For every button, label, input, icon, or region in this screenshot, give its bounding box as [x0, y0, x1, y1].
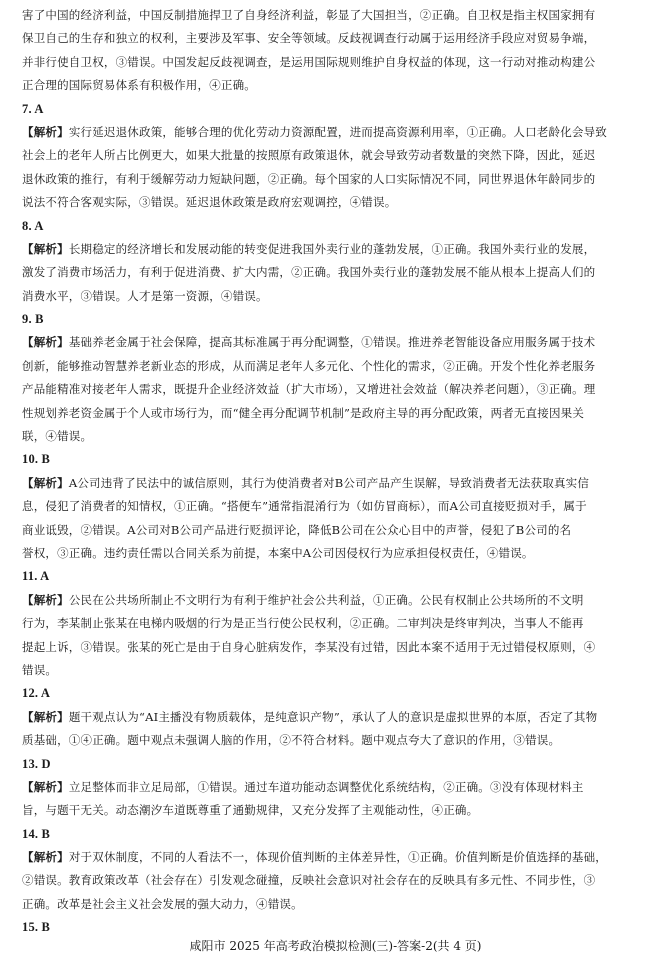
- analysis-tag: 【解析】: [22, 779, 69, 794]
- explanation-text: 息，侵犯了消费者的知情权，①正确。“搭便车”通常指混淆行为（如仿冒商标），而A公司直接贬损对手，属于: [22, 499, 587, 514]
- text-line: 并非行使自卫权，③错误。中国发起反歧视调查，是运用国际规则维护自身权益的体现，这一行动对推动构建公: [22, 54, 596, 69]
- explanation-text: 提起上诉，③错误。张某的死亡是由于自身心脏病发作，李某没有过错，因此本案不适用于无过错侵权原则，④: [22, 639, 596, 654]
- explanation-text: 退休政策的推行，有利于缓解劳动力短缺问题，②正确。每个国家的人口实际情况不同，同世界退休年龄同步的: [22, 171, 596, 186]
- answer-number: 7. A: [22, 101, 44, 116]
- explanation-text: 激发了消费市场活力，有利于促进消费、扩大内需，②正确。我国外卖行业的蓬勃发展不能从根本上提高人们的: [22, 265, 596, 280]
- explanation-text: 消费水平，③错误。人才是第一资源，④错误。: [22, 288, 268, 303]
- answer-number: 12. A: [22, 686, 51, 701]
- explanation-line: [22, 706, 649, 729]
- explanation-text: 质基础，①④正确。题中观点未强调人脑的作用，②不符合材料。题中观点夸大了意识的作用，③错误。: [22, 733, 561, 748]
- explanation-line: [22, 495, 649, 518]
- explanation-line: [22, 519, 649, 542]
- explanation-text: 商业诋毁，②错误。A公司对B公司产品进行贬损评论，降低B公司在公众心目中的声誉，侵犯了B公司的名: [22, 522, 572, 537]
- explanation-line: [22, 893, 649, 916]
- explanation-text: ②错误。教育政策改革（社会存在）引发观念碰撞，反映社会意识对社会存在的反映具有多元性、不同步性，③: [22, 873, 596, 888]
- explanation-text: 产品能精准对接老年人需求，既提升企业经济效益（扩大市场），又增进社会效益（解决养老问题），③正确。理: [22, 382, 596, 397]
- answer-number: 14. B: [22, 826, 51, 841]
- explanation-line: [22, 121, 649, 144]
- explanation-line: [22, 636, 649, 659]
- explanation-text: 社会上的老年人所占比例更大，如果大批量的按照原有政策退休，就会导致劳动者数量的突然下降，因此，延迟: [22, 148, 596, 163]
- answer-number: 9. B: [22, 312, 44, 327]
- explanation-line: [22, 168, 649, 191]
- explanation-line: [22, 238, 649, 261]
- analysis-tag: 【解析】: [22, 850, 69, 865]
- explanation-text: 立足整体而非立足局部，①错误。通过车道功能动态调整优化系统结构，②正确。③没有体现材料主: [68, 779, 584, 794]
- answer-item: [22, 753, 649, 823]
- answer-item: [22, 823, 649, 917]
- text-line: 保卫自己的生存和独立的权利，主要涉及军事、安全等领域。反歧视调查行动属于运用经济手段应对贸易争端，: [22, 31, 596, 46]
- explanation-text: 创新，能够推动智慧养老新业态的形成，从而满足老年人多元化、个性化的需求，②正确。开发个性化养老服务: [22, 358, 596, 373]
- text-line: 害了中国的经济利益，中国反制措施捍卫了自身经济利益，彰显了大国担当，②正确。自卫权是指主权国家拥有: [22, 8, 596, 22]
- answer-number: 15. B: [22, 920, 51, 935]
- analysis-tag: 【解析】: [22, 335, 69, 350]
- answer-number: 10. B: [22, 452, 51, 467]
- explanation-line: [22, 729, 649, 752]
- explanation-line: [22, 331, 649, 354]
- analysis-tag: 【解析】: [22, 592, 69, 607]
- explanation-line: [22, 846, 649, 869]
- answer-item: [22, 448, 649, 565]
- explanation-text: 基础养老金属于社会保障，提高其标准属于再分配调整，①错误。推进养老智能设备应用服务属于技术: [68, 335, 596, 350]
- explanation-line: [22, 355, 649, 378]
- answer-item: [22, 682, 649, 752]
- explanation-line: [22, 402, 649, 425]
- explanation-text: 行为，李某制止张某在电梯内吸烟的行为是正当行使公民权利，②正确。二审判决是终审判决，当事人不能再: [22, 616, 584, 631]
- answer-item: [22, 215, 649, 309]
- explanation-text: 错误。: [22, 662, 58, 677]
- explanation-text: 对于双休制度，不同的人看法不一，体现价值判断的主体差异性，①正确。价值判断是价值选择的基础，: [68, 850, 608, 865]
- explanation-text: 誉权，③正确。违约责任需以合同关系为前提，本案中A公司因侵权行为应承担侵权责任，④错误。: [22, 545, 534, 560]
- explanation-line: [22, 659, 649, 682]
- explanation-line: [22, 472, 649, 495]
- explanation-text: A公司违背了民法中的诚信原则，其行为使消费者对B公司产品产生误解，导致消费者无法获取真实信: [68, 475, 590, 490]
- explanation-line: [22, 869, 649, 892]
- explanation-text: 联，④错误。: [22, 429, 93, 444]
- explanation-text: 性规划养老资金属于个人或市场行为，而“健全再分配调节机制”是政府主导的再分配政策，两者无直接因果关: [22, 405, 585, 420]
- explanation-line: [22, 191, 649, 214]
- analysis-tag: 【解析】: [22, 241, 69, 256]
- page-footer: 咸阳市 2025 年高考政治模拟检测(三)-答案-2(共 4 页): [189, 939, 482, 953]
- answer-number: 13. D: [22, 756, 51, 771]
- answer-item: [22, 98, 649, 215]
- analysis-tag: 【解析】: [22, 475, 69, 490]
- explanation-text: 长期稳定的经济增长和发展动能的转变促进我国外卖行业的蓬勃发展，①正确。我国外卖行业的发展，: [68, 241, 596, 256]
- intro-paragraph: [22, 4, 649, 98]
- answer-number: 11. A: [22, 569, 50, 584]
- explanation-text: 公民在公共场所制止不文明行为有利于维护社会公共利益，①正确。公民有权制止公共场所的不文明: [68, 592, 584, 607]
- explanation-line: [22, 261, 649, 284]
- text-line: 正合理的国际贸易体系有积极作用，④正确。: [22, 78, 256, 93]
- explanation-line: [22, 285, 649, 308]
- explanation-text: 实行延迟退休政策，能够合理的优化劳动力资源配置，进而提高资源利用率，①正确。人口老龄化会导致: [68, 124, 608, 139]
- explanation-line: [22, 425, 649, 448]
- explanation-line: [22, 589, 649, 612]
- explanation-text: 正确。改革是社会主义社会发展的强大动力，④错误。: [22, 896, 303, 911]
- explanation-line: [22, 542, 649, 565]
- analysis-tag: 【解析】: [22, 124, 69, 139]
- explanation-line: [22, 144, 649, 167]
- explanation-line: [22, 378, 649, 401]
- explanation-text: 说法不符合客观实际，③错误。延迟退休政策是政府宏观调控，④错误。: [22, 195, 397, 210]
- explanation-text: 旨，与题干无关。动态潮汐车道既尊重了通勤规律，又充分发挥了主观能动性，④正确。: [22, 803, 479, 818]
- answer-list: [22, 98, 649, 940]
- analysis-tag: 【解析】: [22, 709, 69, 724]
- explanation-line: [22, 612, 649, 635]
- explanation-line: [22, 776, 649, 799]
- answer-number: 8. A: [22, 218, 44, 233]
- explanation-text: 题干观点认为“AI主播没有物质载体，是纯意识产物”，承认了人的意识是虚拟世界的本原，否定了其物: [68, 709, 598, 724]
- answer-item: [22, 565, 649, 682]
- answer-item: [22, 308, 649, 448]
- explanation-line: [22, 799, 649, 822]
